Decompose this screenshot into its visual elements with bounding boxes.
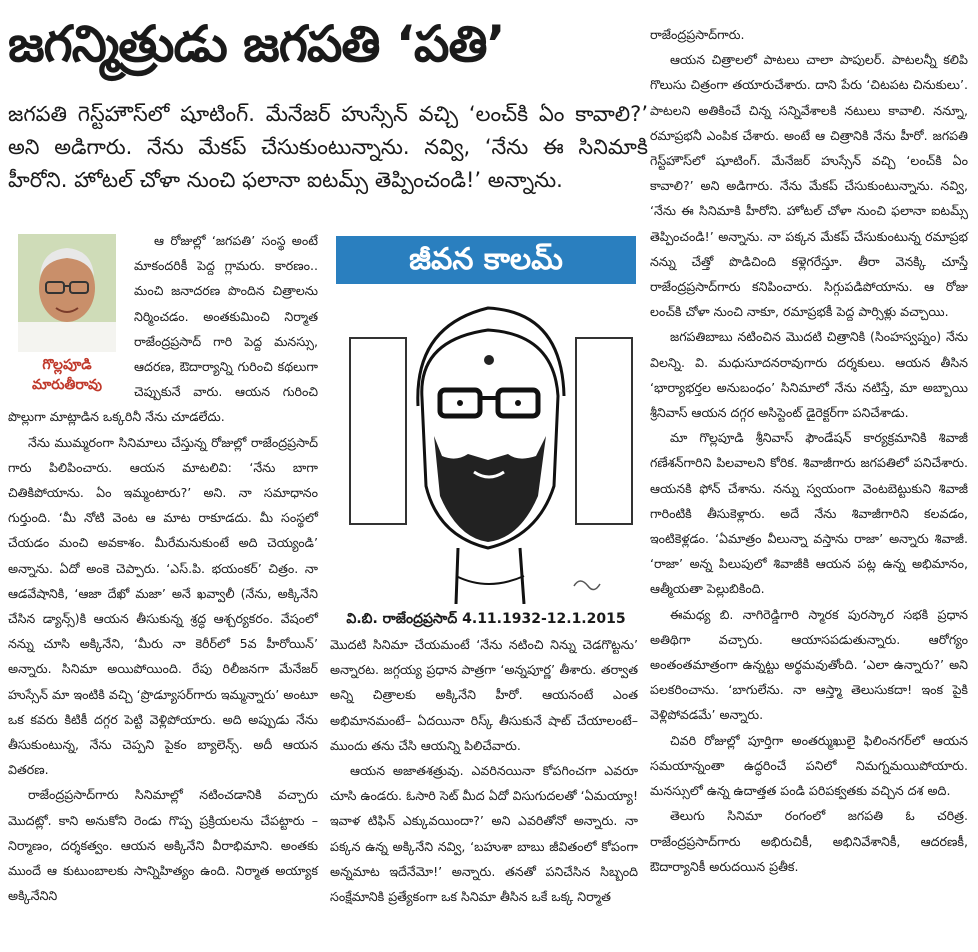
headline: జగన్మిత్రుడు జగపతి ‘పతి’ <box>8 15 505 73</box>
paragraph: ఆయన అజాతశత్రువు. ఎవరినయినా కోపగించగా ఎవరూ చూసి ఉండరు. ఓసారి సెట్ మీద ఏదో విసుగుదలతో ‘ఏమయ్యా! ఇవాళ టిఫిన్ ఎక్కువయిందా?’ అని ఎవరితోనో అన్నారు. నా పక్కన ఉన్న అక్కినేని నవ్వి, ‘బహుశా బాబు జీవితంలో కోపంగా అన్నమాట ఇదేనేమో!’ అన్నారు. తనతో పనిచేసిన సిబ్బంది సంక్షేమానికి ప్రత్యేకంగా ఒక సినిమా తీసిన ఒకే ఒక్క నిర్మాత <box>330 763 638 905</box>
column-2 <box>330 632 638 909</box>
image-caption: వి.బి. రాజేంద్రప్రసాద్ 4.11.1932-12.1.2015 <box>346 611 626 627</box>
author-name: గొల్లపూడి మారుతీరావు <box>31 357 103 393</box>
paragraph: ఆయన చిత్రాలలో పాటలు చాలా పాపులర్. పాటలన్నీ కలిపి గొలుసు చిత్రంగా తయారుచేశారు. దాని పేరు ‘చిటపట చినుకులు’. పాటలని అతికించే చిన్న సన్నివేశాలకి నటులు కావాలి. నన్నూ, రమాప్రభనీ ఎంపిక చేశారు. అంటే ఆ చిత్రానికి నేను హీరో. జగపతి గెస్ట్‌హౌస్‌లో షూటింగ్. మేనేజర్ హుస్సేన్ వచ్చి ‘లంచ్‌కి ఏం కావాలి?’ అని అడిగారు. నేను మేకప్ చేసుకుంటున్నాను. నవ్వి, ‘నేను ఈ సినిమాకి హీరోని. హోటల్ చోళా నుంచి ఫలానా ఐటమ్స్ తెప్పించండి!’ అన్నాను. నా పక్కన మేకప్ చేసుకుంటున్న రమాప్రభ నన్ను చేత్తో పొడిచింది కళ్లెగరేస్తూ. తీరా వెనక్కి చూస్తే రాజేంద్రప్రసాద్‌గారు కనిపించారు. సిగ్గుపడిపోయాను. ఆ రోజు లంచ్‌కి చోళా నుంచి నాకూ, రమాప్రభకీ పెద్ద పార్సిళ్లు వచ్చాయి. <box>650 52 968 320</box>
column-banner: జీవన కాలమ్ <box>336 236 636 284</box>
paragraph: చివరి రోజుల్లో పూర్తిగా అంతర్ముఖులై ఫిలింనగర్‌లో ఆయన సమయాన్నంతా ఉద్ధరించే పనిలో నిమగ్నమయిపోయారు. మనస్సులో ఉన్న ఉదాత్తత పండి పరిపక్వతకు వచ్చిన దశ అది. <box>650 732 968 799</box>
paragraph: జగపతిబాబు నటించిన మొదటి చిత్రానికి (సింహస్వప్నం) నేను విలన్ని. వి. మధుసూదనరావుగారు దర్శకులు. ఆయన తీసిన ‘భార్యాభర్తల అనుబంధం’ సినిమాలో నేను నటిస్తే, మా అబ్బాయి శ్రీనివాస్ ఆయన దగ్గర అసిస్టెంట్ డైరెక్టర్‌గా పనిచేశాడు. <box>650 329 968 421</box>
paragraph: రాజేంద్రప్రసాద్‌గారు సినిమాల్లో నటించడానికి వచ్చారు మొదట్లో. కాని అనుకోని రెండు గొప్ప ప్రక్రియలను చేపట్టారు – నిర్మాణం, దర్శకత్వం. ఆయన అక్కినేని వీరాభిమాని. అంతకు ముందే ఆ కుటుంబాలకు సాన్నిహిత్యం ఉంది. నిర్మాత అయ్యాక అక్కినేనిని <box>8 787 318 904</box>
paragraph: ఈమధ్య బి. నాగిరెడ్డిగారి స్మారక పురస్కార సభకి ప్రధాన అతిథిగా వచ్చారు. ఆయాసపడుతున్నారు. ఆరోగ్యం అంతంతమాత్రంగా ఉన్నట్టు అర్థమవుతోంది. ‘ఎలా ఉన్నారు?’ అని పలకరించాను. ‘బాగులేను. నా ఆస్త్మా తెలుసుకదా! ఇంక పైకి వెళ్లిపోవడమే’ అన్నారు. <box>650 606 968 723</box>
paragraph: మా గొల్లపూడి శ్రీనివాస్ ఫౌండేషన్ కార్యక్రమానికి శివాజీ గణేశన్‌గారిని పిలవాలని కోరిక. శివాజీగారు జగపతిలో పనిచేశారు. ఆయనకి ఫోన్ చేశాను. నన్ను స్వయంగా వెంటబెట్టుకుని శివాజీ గారింటికి తీసుకెళ్లారు. అదే నేను శివాజీగారిని కలవడం, ఇంటికెళ్లడం. ‘ఏమాత్రం వీలున్నా వస్తాను రాజా’ అన్నారు శివాజీ. ‘రాజా’ అన్న పిలుపులో శివాజీకి ఆయన పట్ల ఉన్న అభిమానం, ఆత్మీయతా పెల్లుబికింది. <box>650 430 968 597</box>
paragraph: మొదటి సినిమా చేయమంటే ‘నేను నటించి నిన్ను చెడగొట్టను’ అన్నారట. జగ్గయ్య ప్రధాన పాత్రగా ‘అన్నపూర్ణ’ తీశారు. తర్వాత అన్ని చిత్రాలకు అక్కినేని హీరో. ఆయనంటే ఎంత అభిమానమంటే– ఏదయినా రిస్క్ తీసుకునే షాట్ చేయాలంటే– ముందు తను చేసి ఆయన్ని పిలిచేవారు. <box>330 637 638 753</box>
column-3 <box>650 22 968 879</box>
paragraph: రాజేంద్రప్రసాద్‌గారు. <box>650 27 745 42</box>
paragraph: నేను ముమ్మరంగా సినిమాలు చేస్తున్న రోజుల్లో రాజేంద్రప్రసాద్ గారు పిలిపించారు. ఆయన మాటలివి: ‘నేను బాగా చితికిపోయాను. ఏం ఇమ్మంటారు?’ అని. నా సమాధానం గుర్తుంది. ‘మీ నోటి వెంట ఆ మాట రాకూడదు. మీ సంస్థలో చేయడం మంచి అవకాశం. మీరేమనుకుంటే అది చెయ్యండి’ అన్నాను. ఏదో అంకె చెప్పారు. ‘ఎస్.పి. భయంకర్’ చిత్రం. నా ఆడవేషానికి, ‘ఆజా దేఖో మజా’ అనే ఖవ్వాలీ (నేను, అక్కినేని చేసిన డ్యాన్స్)కి ఆయన తీసుకున్న శ్రద్ధ ఆశ్చర్యకరం. వేషంలో నన్ను చూసి అక్కినేని, ‘మీరు నా కెరీర్‌లో 5వ హీరోయిన్’ అన్నారు. సినిమా అయిపోయింది. రేపు రిలీజనగా మేనేజర్ హుస్సేన్ మా ఇంటికి వచ్చి ‘ప్రొడ్యూసర్‌గారు ఇమ్మన్నారు’ అంటూ ఒక కవరు కిటికీ దగ్గర పెట్టి వెళ్లిపోయారు. అది అప్పుడు నేను తీసుకుంటున్న, నేను చెప్పని పైకం బ్యాలెన్స్. అదీ ఆయన వితరణ. <box>8 434 318 778</box>
column-1 <box>8 228 318 908</box>
paragraph: ఆ రోజుల్లో ‘జగపతి’ సంస్థ అంటే మాకందరికీ పెద్ద గ్లామరు. కారణం.. మంచి జనాదరణ పొందిన చిత్రాలను నిర్మించడం. అంతకుమించి నిర్మాత రాజేంద్రప్రసాద్ గారి పెద్ద మనస్సు, ఆదరణ, ఔదార్యాన్ని గురించి కథలుగా చెప్పుకునే వారు. ఆయన గురించి పొల్లుగా మాట్లాడిన ఒక్కరినీ నేను చూడలేదు. <box>8 233 318 425</box>
paragraph: తెలుగు సినిమా రంగంలో జగపతి ఓ చరిత్ర. రాజేంద్రప్రసాద్‌గారు అభిరుచికీ, అభినివేశానికీ, ఆదరణకీ, ఔదార్యానికీ అరుదయిన ప్రతీక. <box>650 808 968 874</box>
lead-paragraph: జగపతి గెస్ట్‌హౌస్‌లో షూటింగ్. మేనేజర్ హుస్సేన్ వచ్చి ‘లంచ్‌కి ఏం కావాలి?’ అని అడిగారు. నేను మేకప్ చేసుకుంటున్నాను. నవ్వి, ‘నేను ఈ సినిమాకి హీరోని. హోటల్ చోళా నుంచి ఫలానా ఐటమ్స్ తెప్పించండి!’ అన్నాను. <box>8 102 648 192</box>
caricature-illustration <box>348 286 634 604</box>
